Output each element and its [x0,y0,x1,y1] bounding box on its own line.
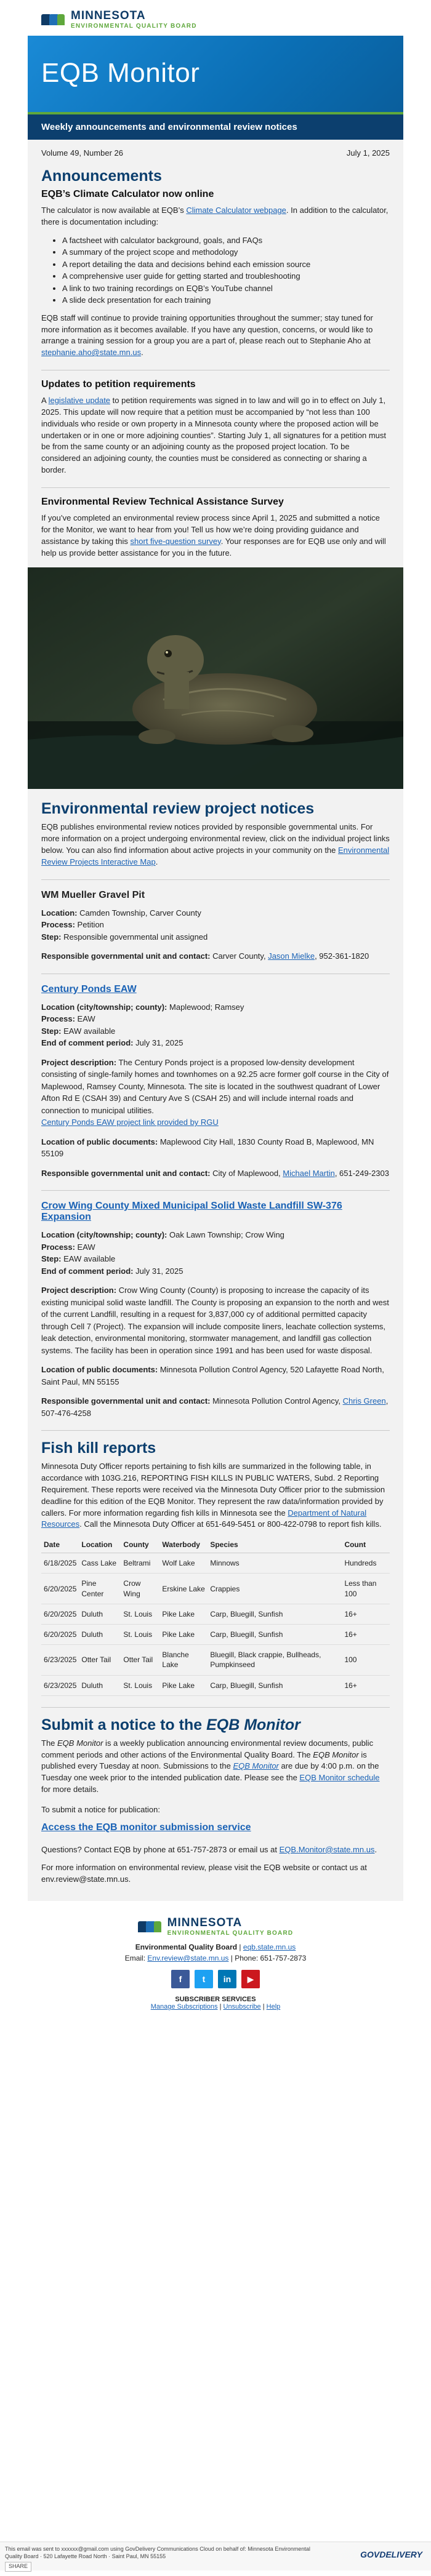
turtle-photo [28,567,403,789]
table-row: 6/20/2025 Pine Center Crow Wing Erskine Lake Crappies Less than 100 [41,1574,390,1604]
notices-intro: EQB publishes environmental review notices provided by responsible governmental units. For more information on a project undergoing environmental review, click on the individual project links below. You can also find information about active projects in your community on the Environmental Review Projects Interactive Map. [41,822,390,866]
table-row: 6/23/2025 Duluth St. Louis Pike Lake Carp, Bluegill, Sunfish 16+ [41,1675,390,1695]
turtle-image [28,567,403,789]
col-count: Count [342,1537,390,1553]
list-item: • A comprehensive user guide for getting started and troubleshooting [62,270,390,282]
contact-text: Questions? Contact EQB by phone at 651-757-2873 or email us at EQB.Monitor@state.mn.us. [41,1844,377,1854]
project-process: Process: Petition [41,920,104,930]
petition-title: Updates to petition requirements [41,379,196,390]
banner [28,36,403,112]
fishkill-table [41,1537,390,1696]
govdelivery-footer [0,2542,431,2570]
rgu-contact-link[interactable]: Chris Green [342,1396,386,1406]
climate-calculator-title: EQB’s Climate Calculator now online [41,189,214,199]
project-public-docs: Location of public documents: Maplewood City Hall, 1830 County Road B, Maplewood, MN 55109 [41,1137,374,1159]
project-end-comment: End of comment period: July 31, 2025 [41,1266,183,1276]
crow-wing-link[interactable]: Crow Wing County Mixed Municipal Solid Waste Landfill SW-376 Expansion [41,1201,342,1223]
project-title [41,1201,390,1223]
project-location: Location: Camden Township, Carver County [41,908,201,918]
rgu-contact-link[interactable]: Michael Martin [283,1168,335,1178]
list-item: • A factsheet with calculator background, goals, and FAQs [62,234,390,247]
linkedin-icon[interactable]: in [218,1970,236,1988]
project-title: WM Mueller Gravel Pit [41,889,145,900]
banner-title: EQB Monitor [41,58,200,88]
mn-logo-icon [138,1919,163,1935]
social-links [41,1970,390,1988]
col-county: County [121,1537,159,1553]
project-step: Step: EAW available [41,1026,116,1036]
table-header-row [41,1537,390,1553]
col-species: Species [207,1537,342,1553]
issue-info [28,140,403,162]
submit-prompt: To submit a notice for publication: [41,1805,160,1814]
submit-text: The EQB Monitor is a weekly publication announcing environmental review documents, public comment periods and other actions of the Environmental Quality Board. The EQB Monitor is published every Tuesday at noon. Submissions to the EQB Monitor are due by 4:00 p.m. on the Tuesday one week prior to the intended publication date. Please see the EQB Monitor schedule for more details. [41,1738,380,1794]
project-title [41,984,390,995]
century-ponds-rgu-link[interactable]: Century Ponds EAW project link provided by RGU [41,1118,219,1127]
project-century-ponds [41,984,390,1180]
survey-text: If you’ve completed an environmental review process since April 1, 2025 and submitted a notice for the Monitor, we want to hear from you! Tell us how we’re doing providing guidance and assistance by taking this short five-question survey. Your responses are for EQB use only and will help us provide better assistance for you in the future. [41,513,386,558]
project-location: Location (city/township; county): Oak Lawn Township; Crow Wing [41,1230,284,1240]
project-public-docs: Location of public documents: Minnesota Pollution Control Agency, 520 Lafayette Road North, Saint Paul, MN 55155 [41,1365,384,1386]
more-info-text: For more information on environmental review, please visit the EQB website or contact us at env.review@state.mn.us. [41,1862,367,1884]
announcements-heading: Announcements [41,167,162,185]
col-date: Date [41,1537,79,1553]
dnr-link[interactable]: Department of Natural Resources [41,1508,367,1529]
facebook-icon[interactable]: f [171,1970,190,1988]
project-wm-mueller [41,890,390,962]
project-rgu: Responsible governmental unit and contact: Carver County, Jason Mielke, 952-361-1820 [41,951,369,961]
manage-subscriptions-link[interactable]: Manage Subscriptions [150,2003,218,2011]
table-row: 6/23/2025 Otter Tail Otter Tail Blanche Lake Bluegill, Black crappie, Bullheads, Pumpkinseed 100 [41,1645,390,1675]
fishkills-intro: Minnesota Duty Officer reports pertaining to fish kills are summarized in the following table, in accordance with 103G.216, REPORTING FISH KILLS IN PUBLIC WATERS, Subd. 2 Reporting Requirement. These reports were received via the Minnesota Duty Officer prior to the submission deadline for this edition of the EQB Monitor. They represent the raw data/information provided by callers. For more information regarding fish kills in Minnesota see the Department of Natural Resources. Call the Minnesota Duty Officer at 651-649-5451 or 800-422-0798 to report fish kills. [41,1462,385,1529]
footer-org-line: Environmental Quality Board | eqb.state.mn.us [135,1943,296,1952]
project-location: Location (city/township; county): Maplewood; Ramsey [41,1002,244,1012]
project-description: Project description: The Century Ponds project is a proposed low-density development consisting of single-family homes and townhomes on a 92.25 acre former golf course in the City of Maplewood, Ramsey County, Minnesota. The site is located in the southwest quadrant of Lower Afton Rd E (CSAH 39) and Century Ave S (CSAH 25) and will include internal roads and connection to municipal utilities. Century Ponds EAW project link provided by RGU [41,1057,389,1127]
climate-docs-list [41,234,390,306]
help-link[interactable]: Help [266,2003,281,2011]
projects-map-link[interactable]: Environmental Review Projects Interactive Map [41,846,390,866]
eqb-monitor-link[interactable]: EQB Monitor [233,1761,279,1771]
monitor-schedule-link[interactable]: EQB Monitor schedule [299,1773,380,1783]
banner-subtitle: Weekly announcements and environmental review notices [28,112,403,140]
share-button[interactable]: SHARE [5,2562,31,2572]
subscriber-services-title: SUBSCRIBER SERVICES [175,1996,256,2004]
climate-intro: The calculator is now available at EQB’s Climate Calculator webpage. In addition to the calculator, there is documentation including: [41,206,389,226]
list-item: • A link to two training recordings on EQB’s YouTube channel [62,282,390,295]
fishkills-heading: Fish kill reports [41,1439,156,1457]
issue-date: July 1, 2025 [346,148,390,158]
footer-contact-line: Email: Env.review@state.mn.us | Phone: 651-757-2873 [124,1954,307,1963]
twitter-icon[interactable]: t [195,1970,213,1988]
govdelivery-text: This email was sent to xxxxxx@gmail.com using GovDelivery Communications Cloud on behalf of: Minnesota Environmental Quality Board · 520 Lafayette Road North · Saint Paul, MN 55155 SHARE [5,2546,325,2572]
issue-volume: Volume 49, Number 26 [41,148,123,158]
list-item: • A slide deck presentation for each training [62,294,390,306]
unsubscribe-link[interactable]: Unsubscribe [223,2003,261,2011]
project-step: Step: EAW available [41,1254,116,1264]
footer-email-link[interactable]: Env.review@state.mn.us [147,1954,229,1963]
project-step: Step: Responsible governmental unit assigned [41,932,208,942]
list-item: • A report detailing the data and decisions behind each emission source [62,258,390,271]
logo-agency: ENVIRONMENTAL QUALITY BOARD [71,23,197,30]
govdelivery-logo: GOVDELIVERY [360,2550,422,2559]
stephanie-email-link[interactable]: stephanie.aho@state.mn.us [41,348,142,358]
table-row: 6/18/2025 Cass Lake Beltrami Wolf Lake Minnows Hundreds [41,1553,390,1574]
header-logo-bar [28,0,403,36]
project-crow-wing [41,1201,390,1419]
submission-service [41,1822,390,1833]
subscriber-links: Manage Subscriptions | Unsubscribe | Help [150,2003,281,2011]
mn-logo-icon [41,12,66,28]
submit-heading: Submit a notice to the EQB Monitor [41,1716,300,1734]
rgu-contact-link[interactable]: Jason Mielke [268,951,315,961]
logo-state: MINNESOTA [71,9,146,22]
project-end-comment: End of comment period: July 31, 2025 [41,1038,183,1048]
newsletter [28,0,403,2020]
century-ponds-link[interactable]: Century Ponds EAW [41,983,137,994]
legislative-update-link[interactable]: legislative update [48,396,111,406]
submission-service-link[interactable]: Access the EQB monitor submission service [41,1822,251,1833]
climate-calculator-link[interactable]: Climate Calculator webpage [186,206,286,215]
col-waterbody: Waterbody [159,1537,207,1553]
table-row: 6/20/2025 Duluth St. Louis Pike Lake Carp, Bluegill, Sunfish 16+ [41,1625,390,1645]
monitor-email-link[interactable]: EQB.Monitor@state.mn.us [279,1844,375,1854]
col-location: Location [79,1537,121,1553]
survey-title: Environmental Review Technical Assistance Survey [41,496,284,507]
table-row: 6/20/2025 Duluth St. Louis Pike Lake Carp, Bluegill, Sunfish 16+ [41,1604,390,1624]
footer-site-link[interactable]: eqb.state.mn.us [243,1943,296,1952]
list-item: • A summary of the project scope and methodology [62,246,390,258]
footer [28,1901,403,2020]
petition-text: A legislative update to petition requirements was signed in to law and will go in to effect on July 1, 2025. This update will now require that a petition must be accompanied by “not less than 100 individuals who reside or own property in a Minnesota county where the proposed action will be undertaken or in one or more adjoining counties”. Starting July 1, all signatures for a petition must be from the same county or an adjoining county as the proposed project location. To be considered an adjoining county, the counties must be considered as connecting or sharing a border. [41,396,387,475]
youtube-icon[interactable]: ▶ [241,1970,260,1988]
logo-text [71,10,197,30]
project-rgu: Responsible governmental unit and contact: City of Maplewood, Michael Martin, 651-249-2303 [41,1168,389,1178]
project-process: Process: EAW [41,1242,95,1252]
project-rgu: Responsible governmental unit and contact: Minnesota Pollution Control Agency, Chris Green, 507-476-4258 [41,1396,389,1418]
climate-training-text: EQB staff will continue to provide training opportunities throughout the summer; stay tuned for more information as it becomes available. If you have any question, concerns, or would like to arrange a training session for a group you are a part of, please reach out to Stephanie Aho at stephanie.aho@state.mn.us. [41,313,373,358]
project-process: Process: EAW [41,1014,95,1024]
footer-logo: MINNESOTA ENVIRONMENTAL QUALITY BOARD [41,1917,390,1937]
project-description: Project description: Crow Wing County (County) is proposing to increase the capacity of its existing municipal solid waste landfill. The County is proposing an expansion to the north and west of the current Landfill, resulting in a request for 3,837,000 cy of additional permitted capacity through Cell 7 (Project). The expansion will include composite liners, leachate collection systems, leak detection, environmental monitoring, stormwater management, and landfill gas collection systems. The facility has been in operation since 1991 and has been used for waste disposal. [41,1286,389,1355]
survey-link[interactable]: short five-question survey [130,536,221,546]
notices-heading: Environmental review project notices [41,800,315,818]
